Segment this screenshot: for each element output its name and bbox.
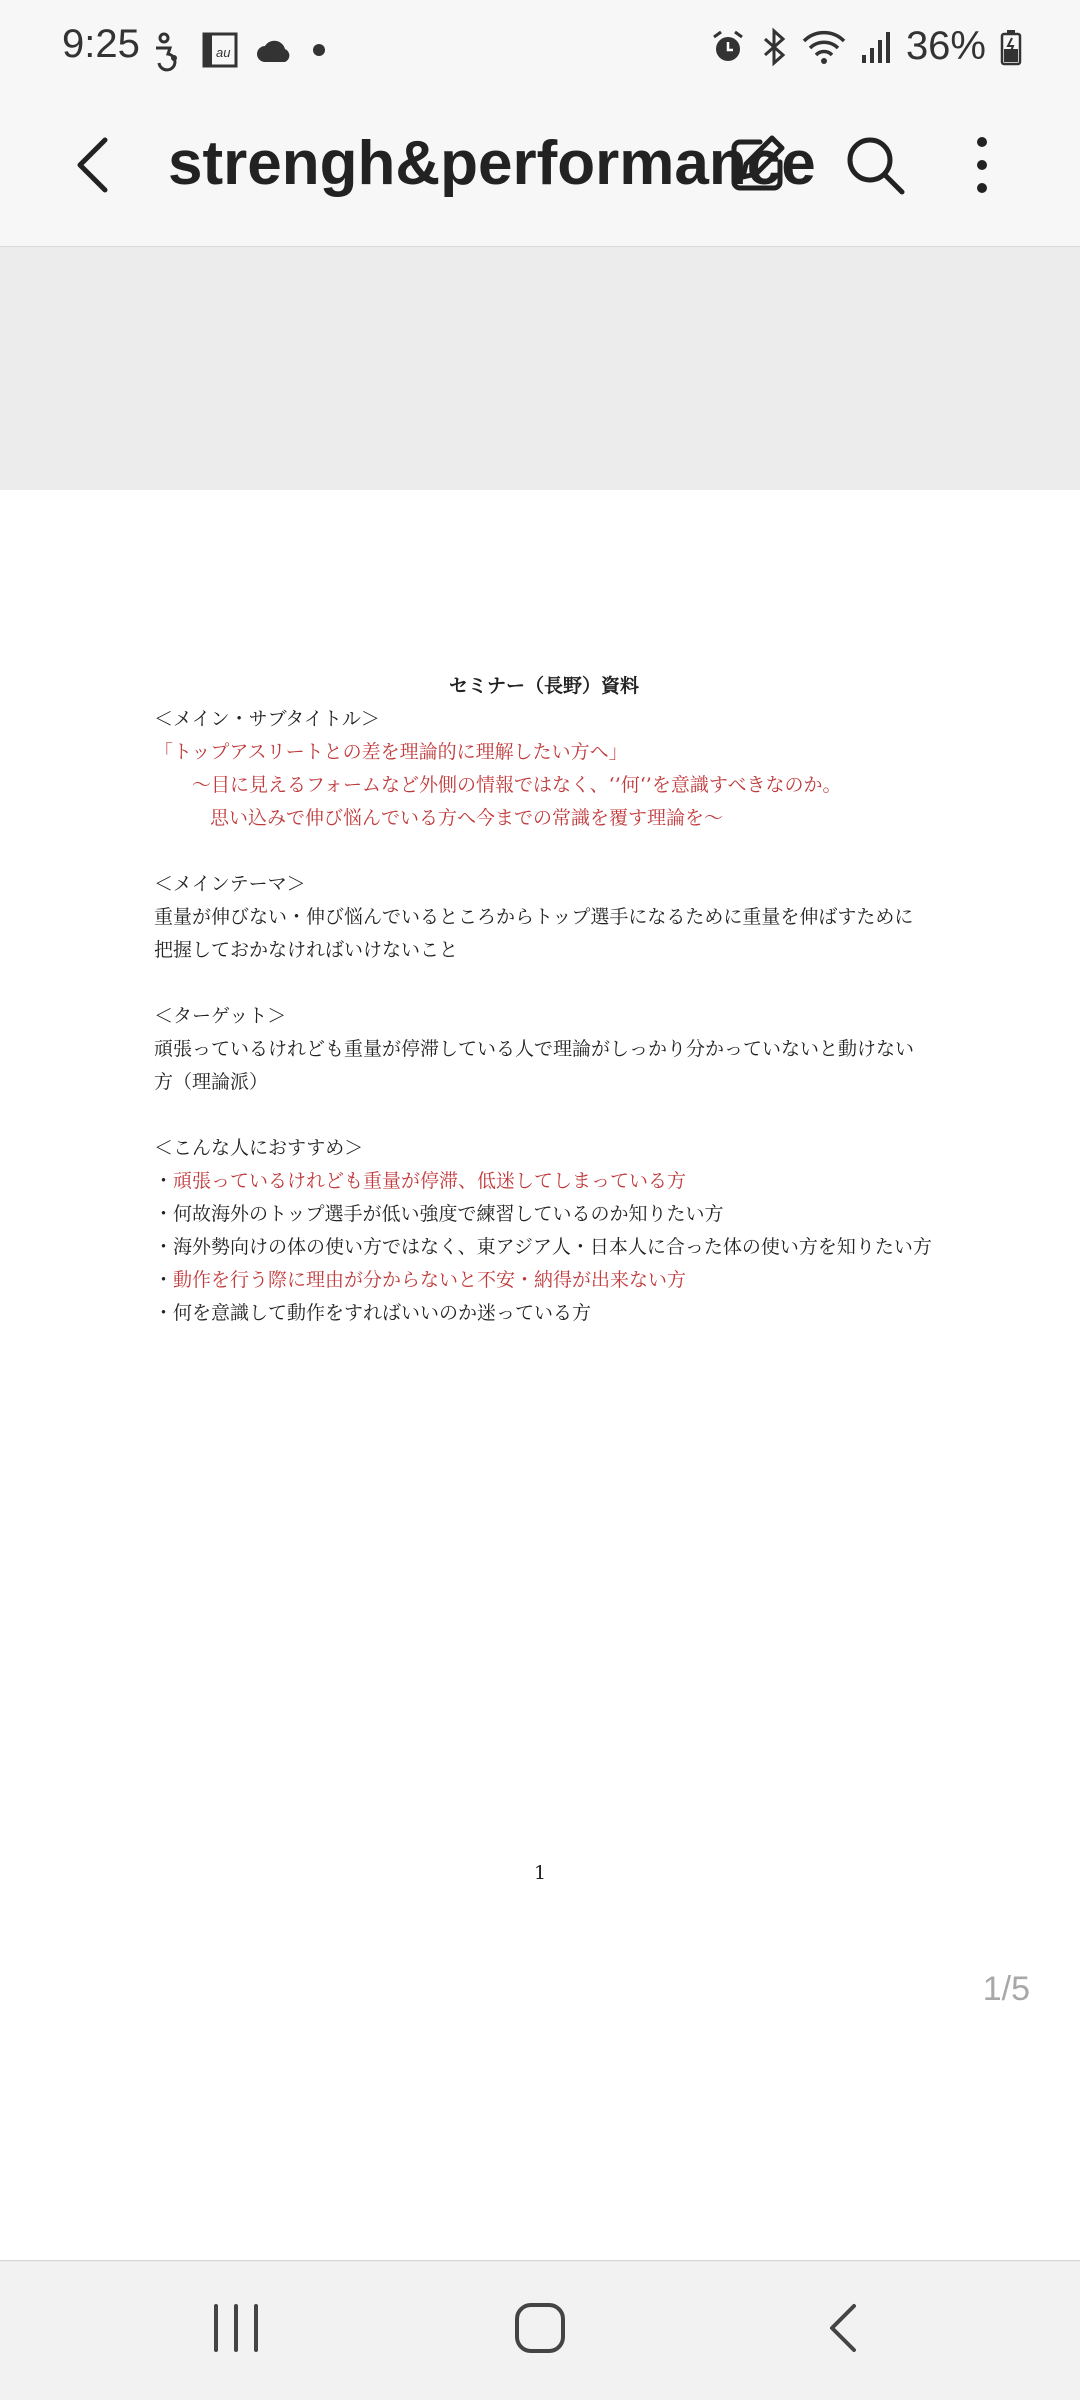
bullet: ・ bbox=[154, 1203, 174, 1225]
document-viewer[interactable] bbox=[0, 247, 1080, 2262]
back-button[interactable] bbox=[60, 130, 130, 200]
status-time: 9:25 bbox=[62, 22, 140, 66]
navigation-bar bbox=[0, 2262, 1080, 2400]
bullet: ・ bbox=[154, 1269, 174, 1291]
main-subtitle-label: ＜メイン・サブタイトル＞ bbox=[154, 708, 380, 730]
back-arrow-icon bbox=[822, 2300, 862, 2356]
list-item bbox=[154, 1198, 934, 1231]
document-page bbox=[0, 490, 1080, 2261]
edit-button[interactable] bbox=[722, 130, 792, 200]
target-line-2: 方（理論派） bbox=[154, 1071, 269, 1093]
svg-text:au: au bbox=[216, 45, 231, 60]
more-vertical-icon bbox=[960, 130, 1004, 200]
bullet: ・ bbox=[154, 1170, 174, 1192]
main-theme-line-1: 重量が伸びない・伸び悩んでいるところからトップ選手になるために重量を伸ばすために bbox=[154, 906, 914, 928]
search-icon bbox=[840, 130, 910, 200]
app-bar bbox=[0, 100, 1080, 247]
dot-icon bbox=[312, 43, 326, 57]
recents-button[interactable] bbox=[210, 2302, 262, 2354]
status-bar bbox=[0, 0, 1080, 100]
wifi-icon bbox=[802, 29, 846, 65]
nav-back-button[interactable] bbox=[822, 2300, 862, 2356]
cloud-icon bbox=[256, 36, 294, 64]
status-left-icons bbox=[152, 30, 326, 70]
list-item bbox=[154, 1165, 934, 1198]
list-item-text: 頑張っているけれども重量が停滞、低迷してしまっている方 bbox=[173, 1170, 687, 1192]
alarm-icon bbox=[710, 29, 746, 65]
list-item-text: 何を意識して動作をすればいいのか迷っている方 bbox=[173, 1302, 592, 1324]
target-label: ＜ターゲット＞ bbox=[154, 1005, 287, 1027]
main-theme-label: ＜メインテーマ＞ bbox=[154, 873, 306, 895]
list-item bbox=[154, 1231, 934, 1264]
chevron-left-icon bbox=[60, 130, 130, 200]
list-item-text: 何故海外のトップ選手が低い強度で練習しているのか知りたい方 bbox=[173, 1203, 724, 1225]
document-content bbox=[154, 670, 934, 1330]
page-number: 1 bbox=[533, 1862, 547, 1884]
main-theme-line-2: 把握しておかなければいけないこと bbox=[154, 939, 459, 961]
list-item bbox=[154, 1297, 934, 1330]
list-item bbox=[154, 1264, 934, 1297]
recommend-label: ＜こんな人におすすめ＞ bbox=[154, 1137, 364, 1159]
target-line-1: 頑張っているけれども重量が停滞している人で理論がしっかり分かっていないと動けない bbox=[154, 1038, 915, 1060]
bluetooth-icon bbox=[760, 29, 788, 65]
bullet: ・ bbox=[154, 1302, 174, 1324]
subtitle-line-2: 〜目に見えるフォームなど外側の情報ではなく、‘’何‘’を意識すべきなのか。 bbox=[192, 774, 842, 796]
document-title: strengh&performance bbox=[168, 129, 816, 198]
signal-icon bbox=[860, 29, 892, 65]
home-button[interactable] bbox=[512, 2300, 568, 2356]
subtitle-line-3: 思い込みで伸び悩んでいる方へ今までの常識を覆す理論を〜 bbox=[210, 807, 724, 829]
document-heading: セミナー（長野）資料 bbox=[448, 675, 639, 697]
home-icon bbox=[512, 2300, 568, 2356]
status-right bbox=[710, 24, 1022, 69]
list-item-text: 海外勢向けの体の使い方ではなく、東アジア人・日本人に合った体の使い方を知りたい方 bbox=[173, 1236, 932, 1258]
more-options-button[interactable] bbox=[960, 130, 1004, 200]
battery-icon bbox=[1000, 29, 1022, 65]
page-indicator: 1/5 bbox=[982, 1970, 1030, 2008]
bullet: ・ bbox=[154, 1236, 174, 1258]
search-button[interactable] bbox=[840, 130, 910, 200]
recents-icon bbox=[210, 2302, 262, 2354]
battery-percent: 36% bbox=[905, 24, 986, 68]
edit-icon bbox=[722, 130, 792, 200]
au-carrier-icon bbox=[202, 32, 238, 68]
accessibility-icon bbox=[152, 32, 184, 68]
subtitle-line-1: 「トップアスリートとの差を理論的に理解したい方へ」 bbox=[154, 741, 628, 763]
list-item-text: 動作を行う際に理由が分からないと不安・納得が出来ない方 bbox=[173, 1269, 687, 1291]
